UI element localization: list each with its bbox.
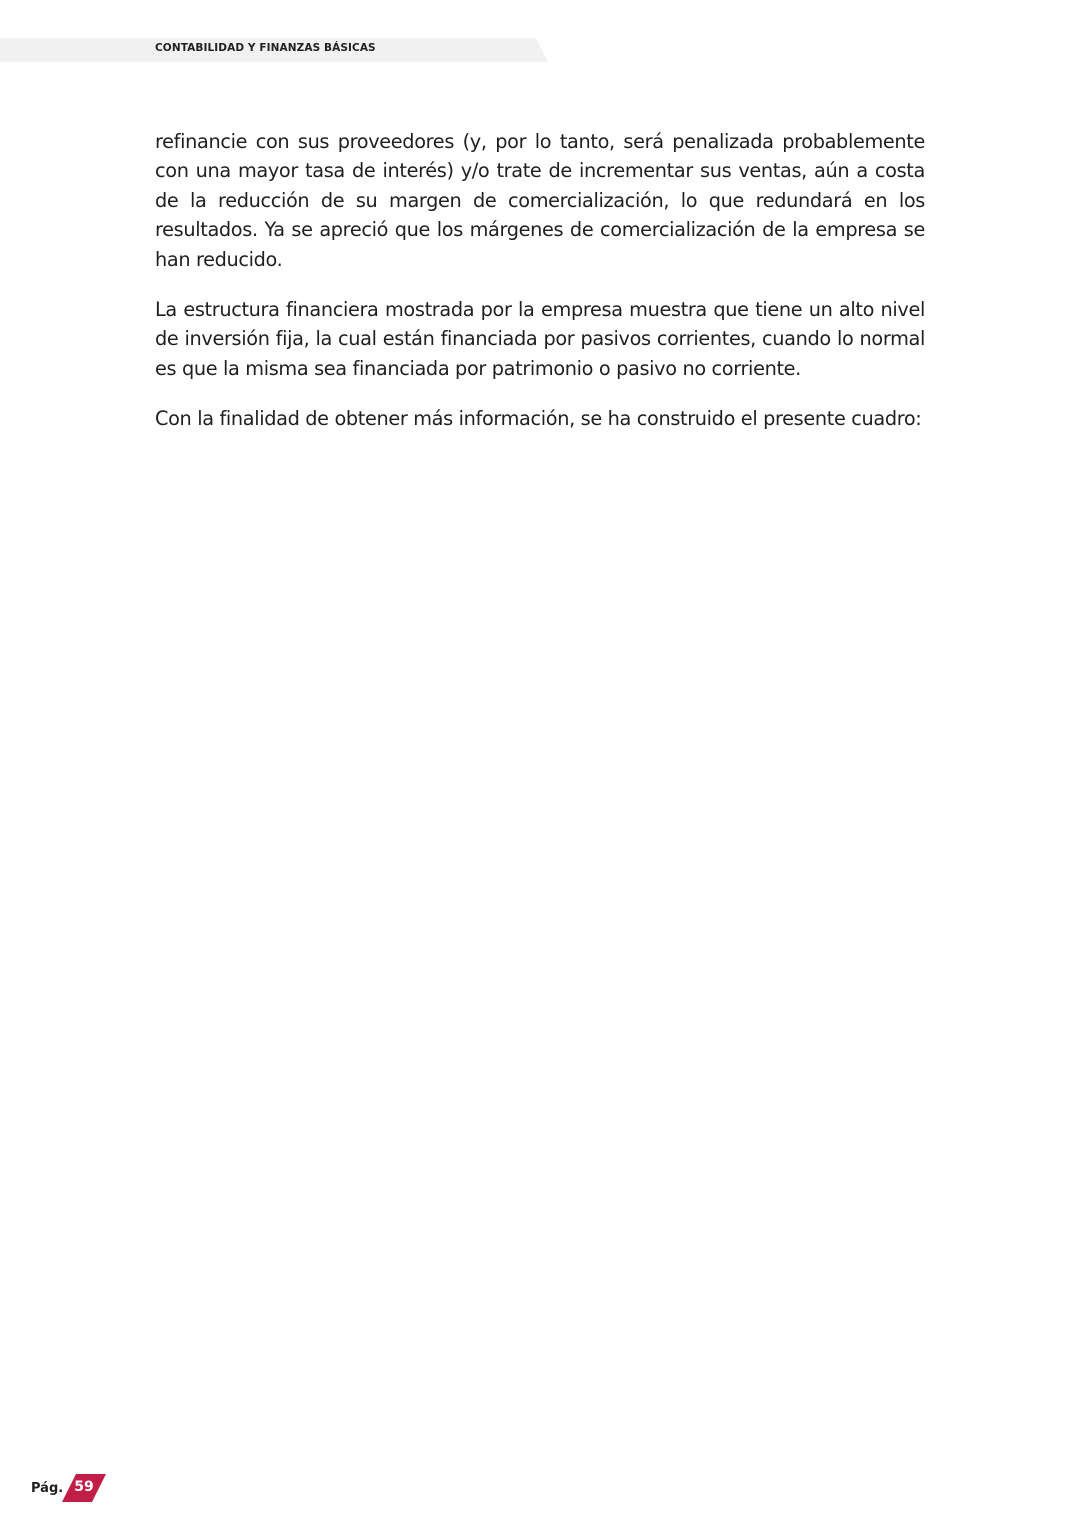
paragraph-3: Con la finalidad de obtener más información, se ha construido el presente cuadro: — [155, 407, 922, 431]
paragraph-1: refinancie con sus proveedores (y, por lo tanto, será penalizada probablemente con una mayor tasa de interés) y/o trate de incrementar sus ventas, aún a costa de la reducción de su margen de comercialización, lo que redundará en los resultados. Ya se apreció que los márgenes de comercialización de la empresa se han reducido. — [155, 130, 925, 271]
page-number: 59 — [74, 1479, 94, 1495]
paragraph-2: La estructura financiera mostrada por la empresa muestra que tiene un alto nivel de inversión fija, la cual están financiada por pasivos corrientes, cuando lo normal es que la misma sea financiada por patrimonio o pasivo no corriente. — [155, 298, 925, 380]
page-label: Pág. — [31, 1481, 64, 1496]
page-footer — [31, 1474, 151, 1502]
body-content — [155, 127, 925, 455]
running-header-title: CONTABILIDAD Y FINANZAS BÁSICAS — [155, 42, 376, 54]
